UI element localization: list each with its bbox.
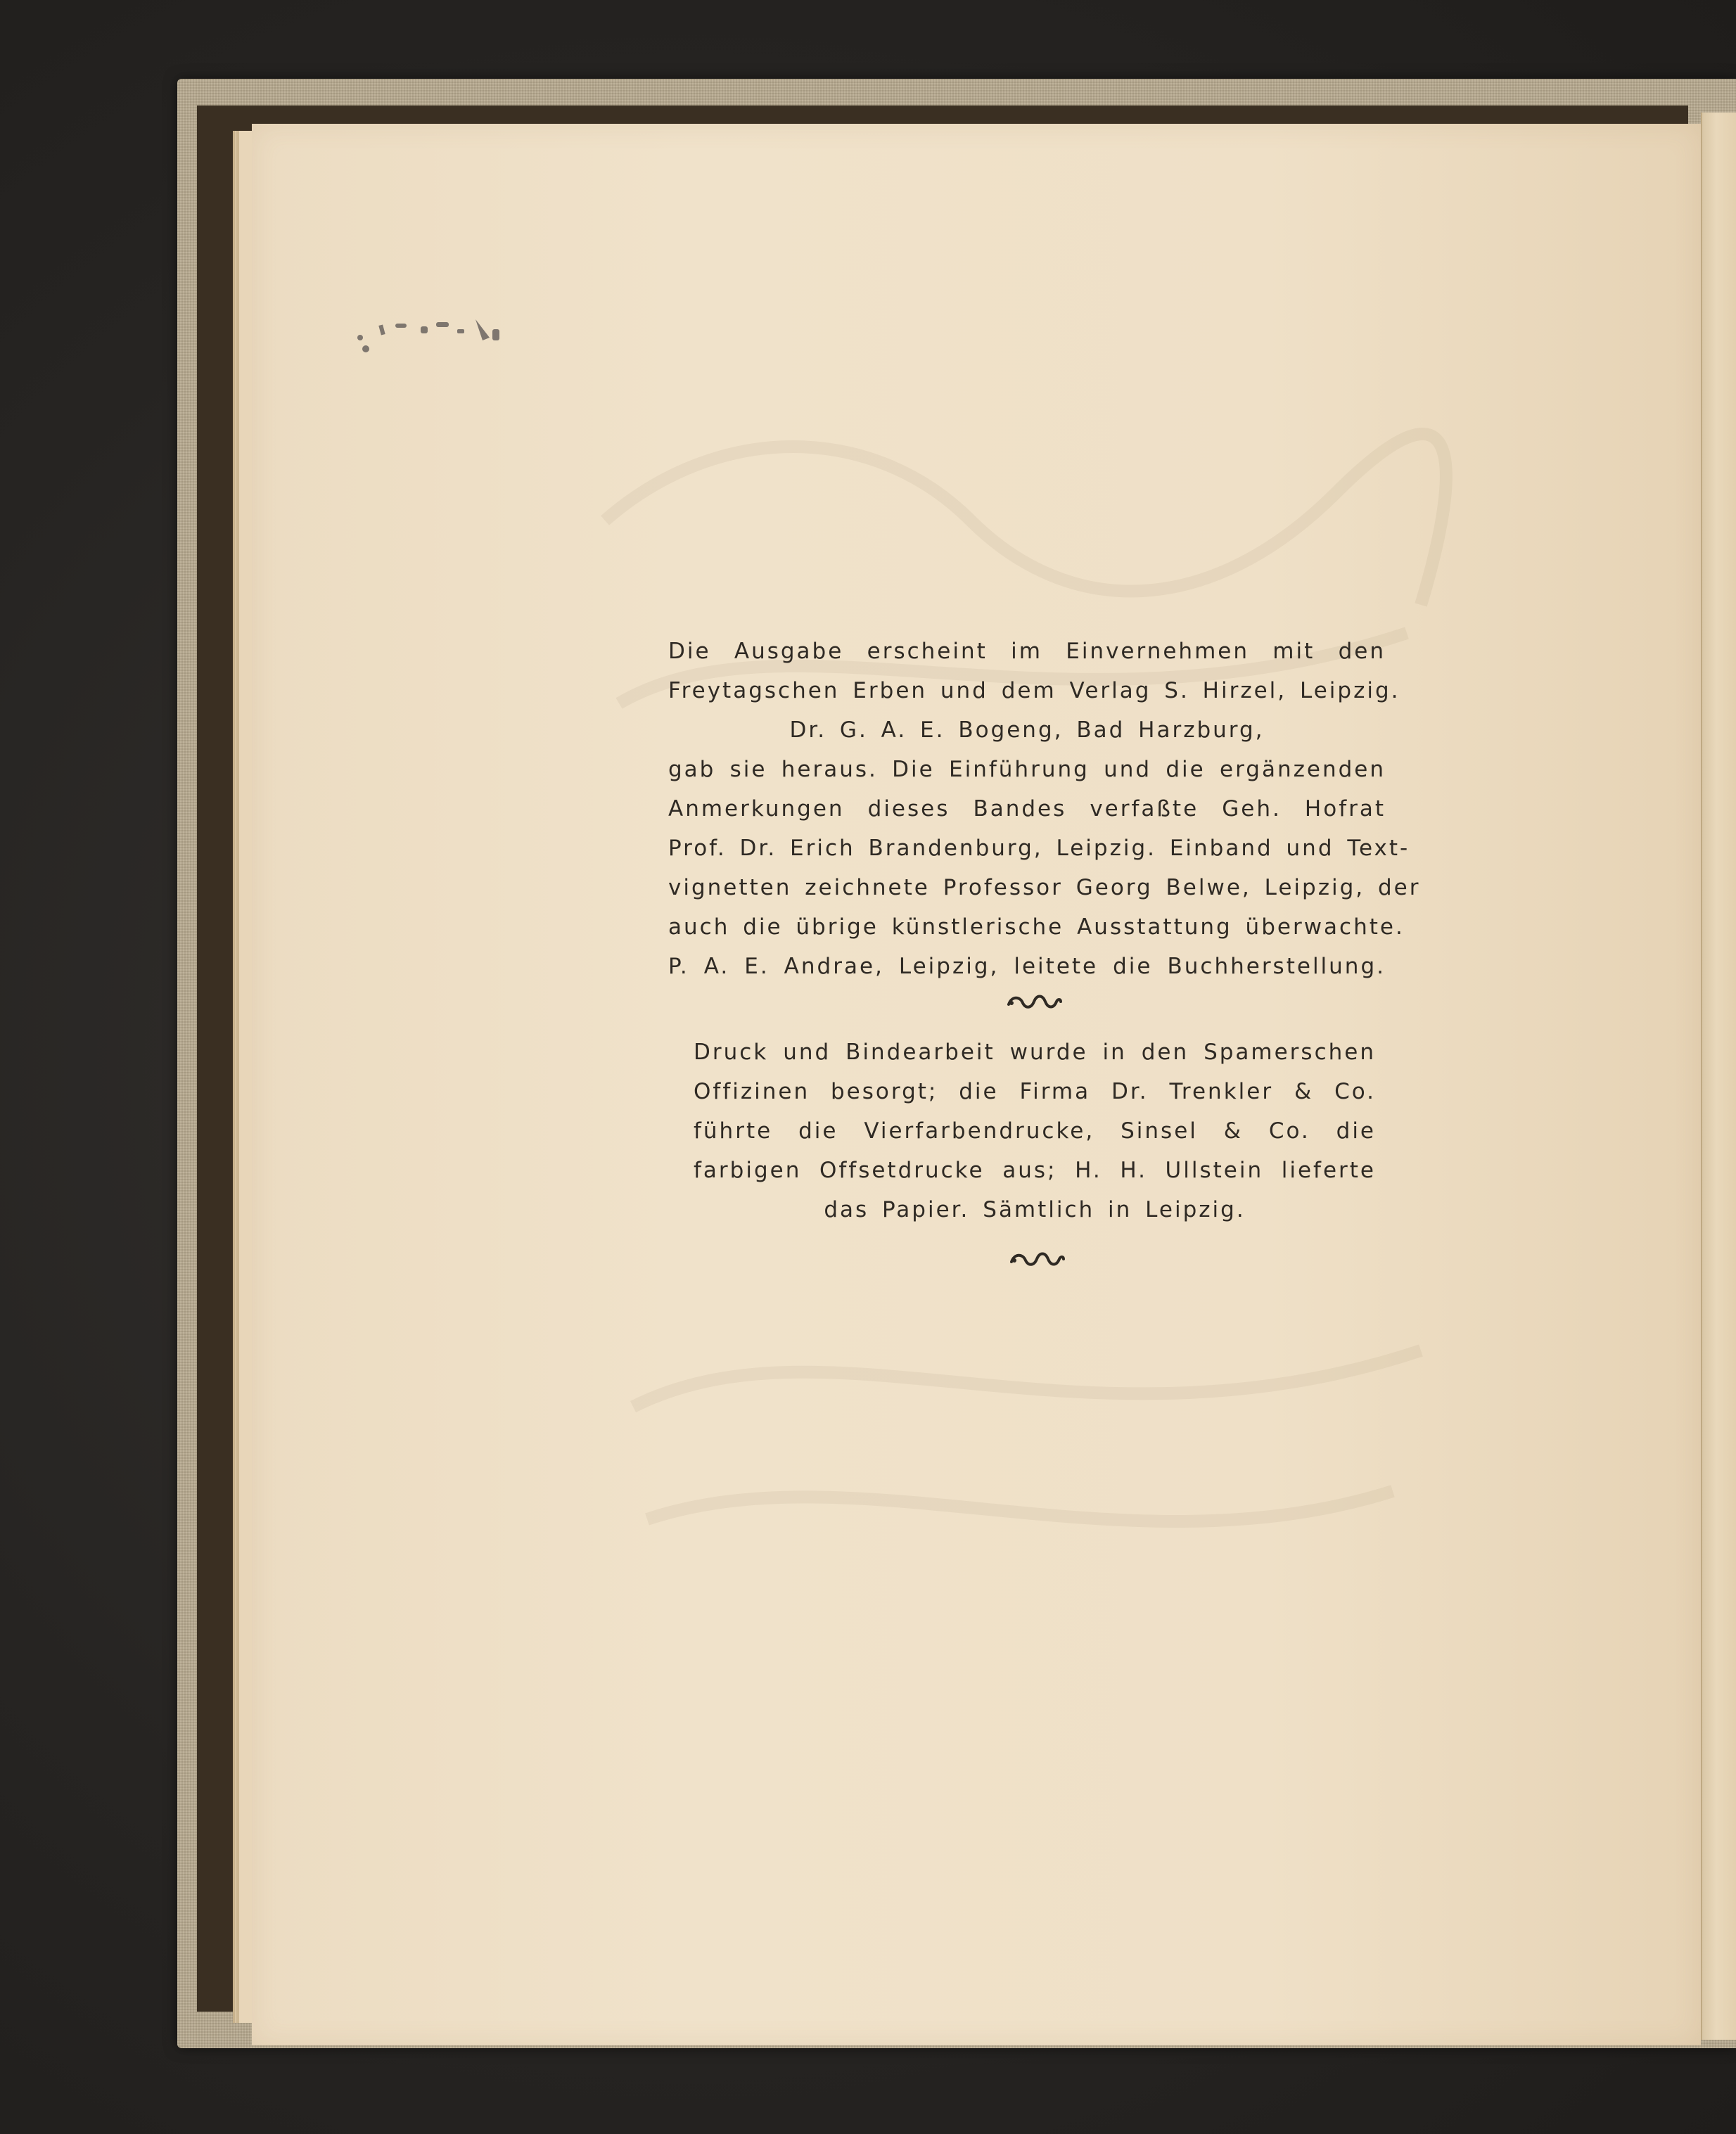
ornament-divider-icon xyxy=(1006,992,1062,1011)
colophon-line: Offizinen besorgt; die Firma Dr. Trenkler & Co. xyxy=(694,1079,1376,1104)
ornament-divider-icon xyxy=(1009,1249,1065,1269)
colophon-line: das Papier. Sämtlich in Leipzig. xyxy=(824,1197,1246,1222)
library-stamp-mark xyxy=(352,309,506,359)
colophon-line: farbigen Offsetdrucke aus; H. H. Ullstein lieferte xyxy=(694,1158,1376,1183)
colophon-line: Prof. Dr. Erich Brandenburg, Leipzig. Einband und Text- xyxy=(668,836,1410,861)
colophon-line: Die Ausgabe erscheint im Einvernehmen mit den xyxy=(668,639,1386,664)
facing-page-edge xyxy=(1701,113,1736,2040)
colophon-line: Freytagschen Erben und dem Verlag S. Hirzel, Leipzig. xyxy=(668,678,1400,703)
colophon-paragraph-2 xyxy=(694,1033,1376,1229)
colophon-line: Dr. G. A. E. Bogeng, Bad Harzburg, xyxy=(789,717,1265,743)
colophon-line: P. A. E. Andrae, Leipzig, leitete die Buchherstellung. xyxy=(668,954,1386,979)
colophon-line: Druck und Bindearbeit wurde in den Spamerschen xyxy=(694,1040,1376,1065)
colophon-paragraph-1 xyxy=(668,632,1421,986)
colophon-line: Anmerkungen dieses Bandes verfaßte Geh. Hofrat xyxy=(668,796,1386,822)
colophon-line: vignetten zeichnete Professor Georg Belwe, Leipzig, der xyxy=(668,875,1421,900)
colophon-line: führte die Vierfarbendrucke, Sinsel & Co. die xyxy=(694,1118,1376,1144)
colophon-line: gab sie heraus. Die Einführung und die ergänzenden xyxy=(668,757,1386,782)
colophon-line: auch die übrige künstlerische Ausstattung überwachte. xyxy=(668,914,1405,940)
